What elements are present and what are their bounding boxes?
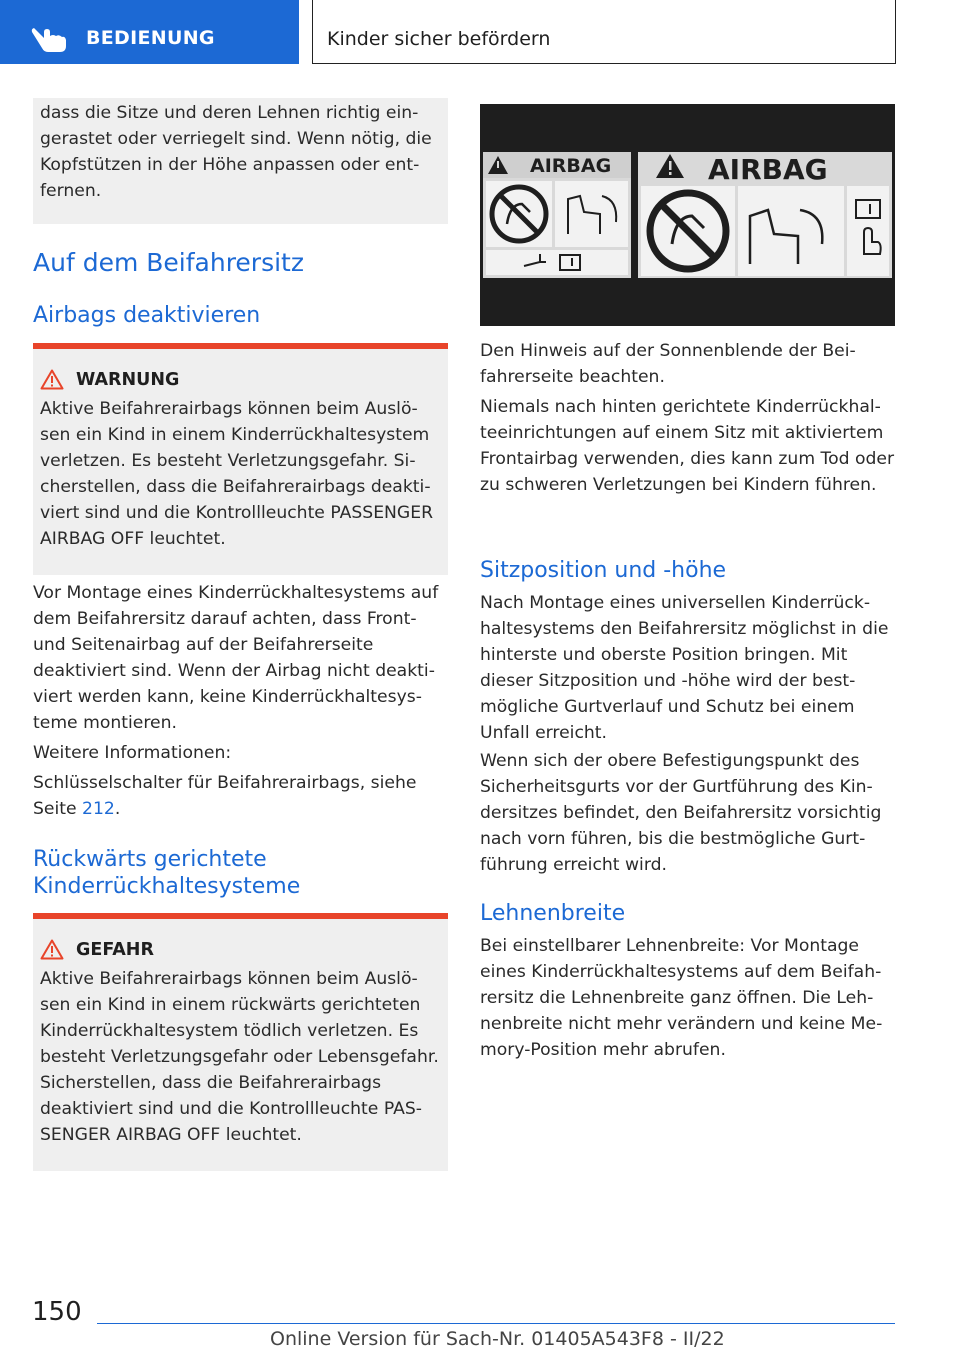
- online-version-text: Online Version für Sach-Nr. 01405A543F8 - II/22: [270, 1328, 725, 1350]
- heading-passenger-seat: Auf dem Beifahrersitz: [33, 248, 304, 277]
- never-rear-facing-paragraph: Niemals nach hinten gerichtete Kinderrückhalteeinrichtungen auf einem Sitz mit aktiviertem Frontairbag verwenden, dies kann zum Tod oder zu schweren Verletzungen bei Kindern führen.: [480, 397, 895, 495]
- danger-title: [40, 939, 441, 960]
- subheading-rear-facing: Rückwärts gerichtete Kinderrückhaltesysteme: [33, 847, 301, 899]
- danger-triangle-icon: [40, 939, 64, 960]
- warning-box: [33, 343, 448, 575]
- backrest-paragraph: Bei einstellbarer Lehnenbreite: Vor Montage eines Kinderrückhaltesystems auf dem Beifahrersitz die Lehnenbreite ganz öffnen. Die Lehnenbreite nicht mehr verändern und keine Memory-Position mehr abrufen.: [480, 936, 883, 1060]
- airbag-label-illustration: [480, 104, 895, 326]
- key-switch-end: .: [114, 799, 121, 819]
- continued-text: dass die Sitze und deren Lehnen richtig eingerastet oder verriegelt sind. Wenn nötig, die Kopfstützen in der Höhe anpassen oder entfernen.: [40, 103, 432, 201]
- danger-text: Aktive Beifahrerairbags können beim Auslösen ein Kind in einem rückwärts gerichteten Kinderrückhaltesystem tödlich verletzen. Es besteht Verletzungsgefahr oder Lebensgefahr. Sicherstellen, dass die Beifahrerairbags deaktiviert sind und die Kontrollleuchte PASSENGER AIRBAG OFF leuchtet.: [40, 969, 439, 1145]
- footer-divider: [97, 1323, 895, 1324]
- subheading-seat-position: Sitzposition und -höhe: [480, 558, 727, 583]
- warning-title: [40, 369, 441, 390]
- seat-position-paragraph: Nach Montage eines universellen Kinderrückhaltesystems den Beifahrersitz möglichst in die hinterste und oberste Position bringen. Mit dieser Sitzposition und -höhe wird der bestmögliche Gurtverlauf und Schutz bei einem Unfall erreicht.: [480, 593, 889, 743]
- installation-paragraph: Vor Montage eines Kinderrückhaltesystems auf dem Beifahrersitz darauf achten, dass Front- und Seitenairbag auf der Beifahrerseite deaktiviert sind. Wenn der Airbag nicht deaktiviert werden kann, keine Kinderrückhaltesysteme montieren.: [33, 583, 439, 733]
- chapter-header: [312, 0, 896, 64]
- airbag-label-small-text: AIRBAG: [530, 155, 612, 177]
- page-link-212[interactable]: 212: [82, 799, 115, 819]
- hand-pointer-icon: [30, 24, 70, 54]
- section-tab: [0, 0, 299, 64]
- chapter-title: Kinder sicher befördern: [327, 28, 551, 50]
- danger-box: [33, 913, 448, 1171]
- key-switch-paragraph: [33, 770, 448, 822]
- warning-text: Aktive Beifahrerairbags können beim Auslösen ein Kind in einem Kinderrückhaltesystem verletzen. Es besteht Verletzungsgefahr. Sicherstellen, dass die Beifahrerairbags deaktiviert sind und die Kontrollleuchte PASSENGER AIRBAG OFF leuchtet.: [40, 399, 434, 549]
- subheading-backrest-width: Lehnenbreite: [480, 901, 626, 926]
- section-label: BEDIENUNG: [86, 27, 215, 49]
- page-number: 150: [32, 1297, 82, 1327]
- danger-title-text: GEFAHR: [76, 939, 154, 960]
- sun-visor-paragraph: Den Hinweis auf der Sonnenblende der Beifahrerseite beachten.: [480, 341, 856, 387]
- more-info-paragraph: Weitere Informationen:: [33, 743, 232, 763]
- belt-paragraph: Wenn sich der obere Befestigungspunkt des Sicherheitsgurts vor der Gurtführung des Kindersitzes befindet, den Beifahrersitz vorsichtig nach vorn führen, bis die bestmögliche Gurtführung erreicht wird.: [480, 751, 882, 875]
- continued-text-box: [33, 98, 448, 224]
- warning-title-text: WARNUNG: [76, 369, 180, 390]
- airbag-label-large-text: AIRBAG: [708, 153, 828, 186]
- subheading-deactivate-airbags: Airbags deaktivieren: [33, 303, 261, 328]
- warning-triangle-icon: [40, 369, 64, 390]
- airbag-warning-label-image: [480, 104, 895, 326]
- key-switch-text: Schlüsselschalter für Beifahrerairbags, siehe Seite: [33, 773, 417, 819]
